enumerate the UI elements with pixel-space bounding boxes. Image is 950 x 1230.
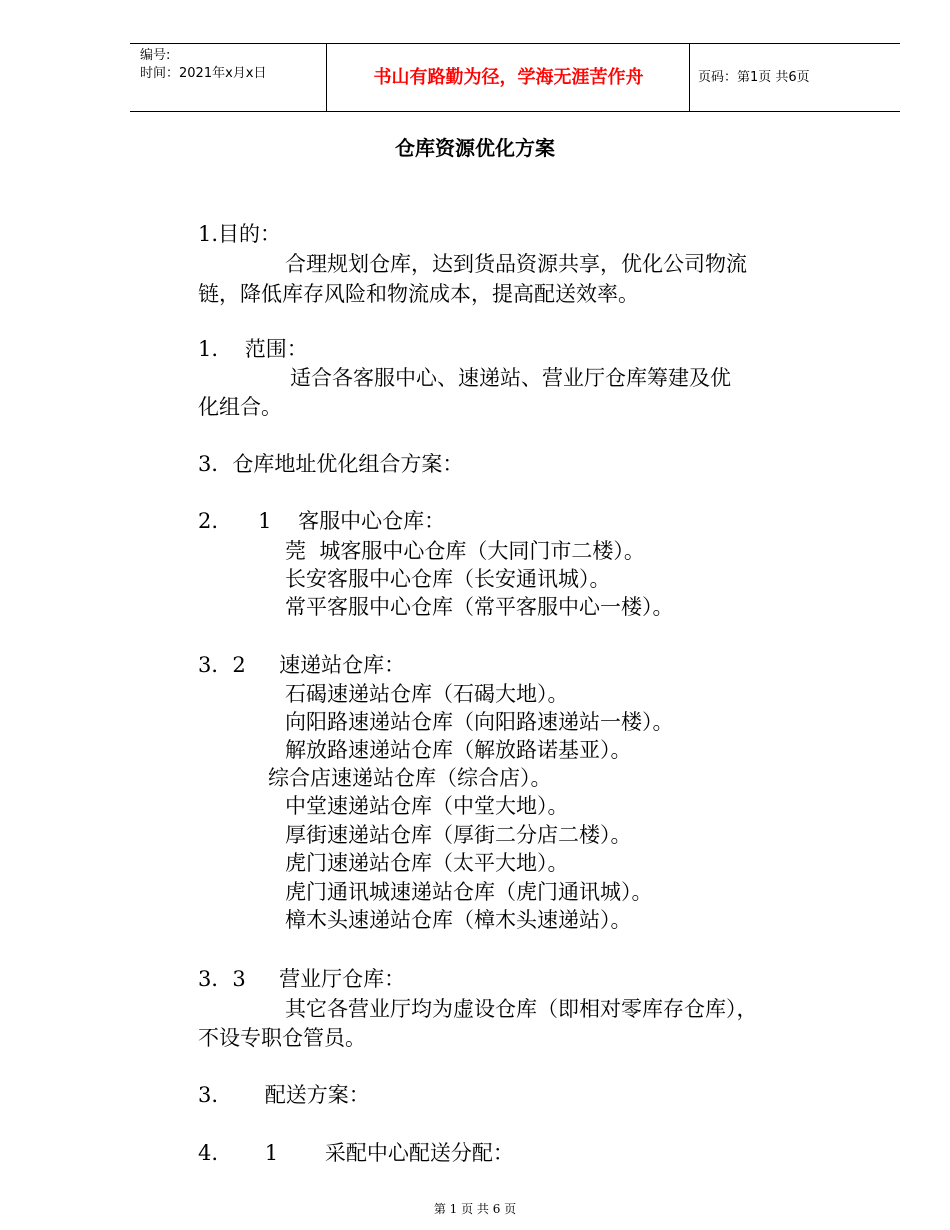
section-heading: 2. 1 客服中心仓库： xyxy=(198,509,446,533)
header-page-info: 页码：第1页 共6页 xyxy=(698,70,810,85)
header-divider xyxy=(689,44,690,111)
scope-heading: 1. 范围： xyxy=(198,337,308,361)
scope-text: 适合各客服中心、速递站、营业厅仓库筹建及优 xyxy=(290,366,731,390)
paragraph-text: 不设专职仓管员。 xyxy=(198,1026,366,1050)
section-heading: 4. 1 采配中心配送分配： xyxy=(198,1141,514,1165)
page-header xyxy=(130,43,900,112)
purpose-text: 合理规划仓库，达到货品资源共享，优化公司物流 xyxy=(285,252,747,276)
section-heading: 3. 配送方案： xyxy=(198,1083,370,1107)
header-meta xyxy=(140,47,266,83)
list-item: 虎门通讯城速递站仓库（虎门通讯城）。 xyxy=(285,880,653,904)
list-item: 樟木头速递站仓库（樟木头速递站）。 xyxy=(285,908,632,932)
list-item: 综合店速递站仓库（综合店）。 xyxy=(268,766,552,790)
list-item: 中堂速递站仓库（中堂大地）。 xyxy=(285,794,569,818)
code-label: 编号: xyxy=(140,48,171,63)
scope-text: 化组合。 xyxy=(198,395,282,419)
list-item: 解放路速递站仓库（解放路诺基亚）。 xyxy=(285,738,632,762)
page-footer: 第 1 页 共 6 页 xyxy=(433,1202,517,1216)
section-heading: 3．3 营业厅仓库： xyxy=(198,967,406,991)
date-line: 时间：2021年x月x日 xyxy=(140,66,267,81)
section-heading: 3．2 速递站仓库： xyxy=(198,653,406,677)
list-item: 石碣速递站仓库（石碣大地）。 xyxy=(285,682,569,706)
header-motto: 书山有路勤为径，学海无涯苦作舟 xyxy=(373,67,644,88)
list-item: 长安客服中心仓库（长安通讯城）。 xyxy=(285,567,611,591)
list-item: 厚街速递站仓库（厚街二分店二楼）。 xyxy=(285,823,632,847)
purpose-heading: 1.目的： xyxy=(198,222,282,246)
purpose-text: 链，降低库存风险和物流成本，提高配送效率。 xyxy=(198,282,639,306)
list-item: 向阳路速递站仓库（向阳路速递站一楼）。 xyxy=(285,710,674,734)
list-item: 虎门速递站仓库（太平大地）。 xyxy=(285,851,569,875)
list-item: 常平客服中心仓库（常平客服中心一楼）。 xyxy=(285,595,674,619)
paragraph-text: 其它各营业厅均为虚设仓库（即相对零库存仓库）， xyxy=(285,997,758,1021)
document-title: 仓库资源优化方案 xyxy=(395,136,555,160)
list-item: 莞 城客服中心仓库（大同门市二楼）。 xyxy=(285,539,645,563)
plan-heading: 3．仓库地址优化组合方案： xyxy=(198,452,464,476)
